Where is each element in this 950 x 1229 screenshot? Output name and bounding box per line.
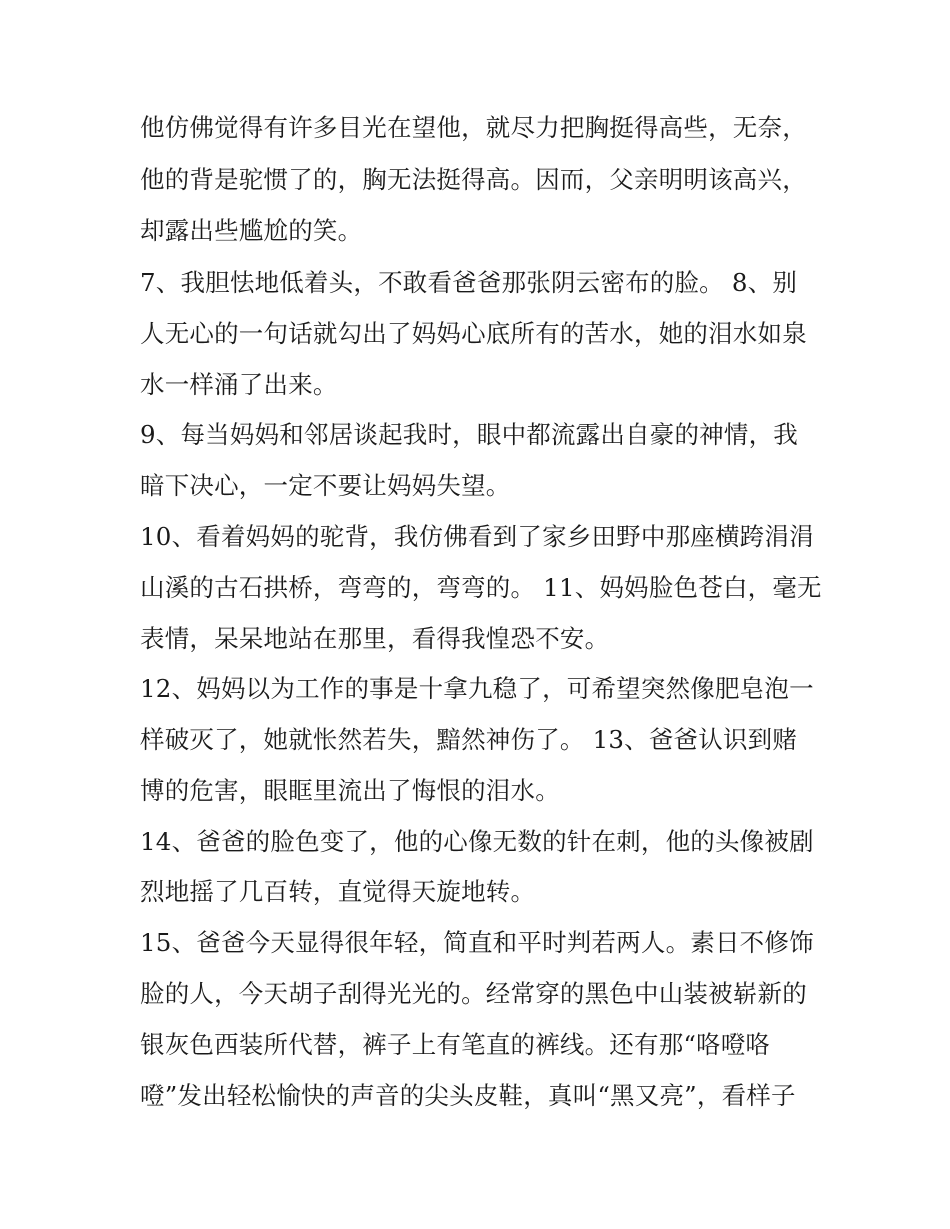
text-line: 烈地摇了几百转，直觉得天旋地转。 [140,877,536,906]
text-line: 脸的人，今天胡子刮得光光的。经常穿的黑色中山装被崭新的 [140,979,807,1008]
text-line: 9、每当妈妈和邻居谈起我时，眼中都流露出自豪的神情，我 [140,420,798,449]
text-line: 15、爸爸今天显得很年轻，简直和平时判若两人。素日不修饰 [140,928,814,957]
text-line: 10、看着妈妈的驼背，我仿佛看到了家乡田野中那座横跨涓涓 [140,522,814,551]
text-line: 样破灭了，她就怅然若失，黯然神伤了。 13、爸爸认识到赌 [140,725,798,754]
text-line: 12、妈妈以为工作的事是十拿九稳了，可希望突然像肥皂泡一 [140,674,814,703]
text-line: 暗下决心，一定不要让妈妈失望。 [140,471,511,500]
text-line: 他的背是驼惯了的，胸无法挺得高。因而，父亲明明该高兴， [140,165,807,194]
text-line: 博的危害，眼眶里流出了悔恨的泪水。 [140,776,560,805]
text-line: 银灰色西装所代替，裤子上有笔直的裤线。还有那“咯噔咯 [140,1030,771,1059]
text-line: 表情，呆呆地站在那里，看得我惶恐不安。 [140,624,610,653]
text-line: 噔”发出轻松愉快的声音的尖头皮鞋，真叫“黑又亮”，看样子 [140,1081,796,1110]
text-line: 7、我胆怯地低着头，不敢看爸爸那张阴云密布的脸。 8、别 [140,268,798,297]
text-line: 却露出些尴尬的笑。 [140,216,363,245]
text-line: 他仿佛觉得有许多目光在望他，就尽力把胸挺得高些，无奈， [140,113,807,142]
text-line: 山溪的古石拱桥，弯弯的，弯弯的。 11、妈妈脸色苍白，毫无 [140,573,822,602]
text-line: 14、爸爸的脸色变了，他的心像无数的针在刺，他的头像被剧 [140,827,814,856]
text-line: 水一样涌了出来。 [140,370,338,399]
text-line: 人无心的一句话就勾出了妈妈心底所有的苦水，她的泪水如泉 [140,319,807,348]
